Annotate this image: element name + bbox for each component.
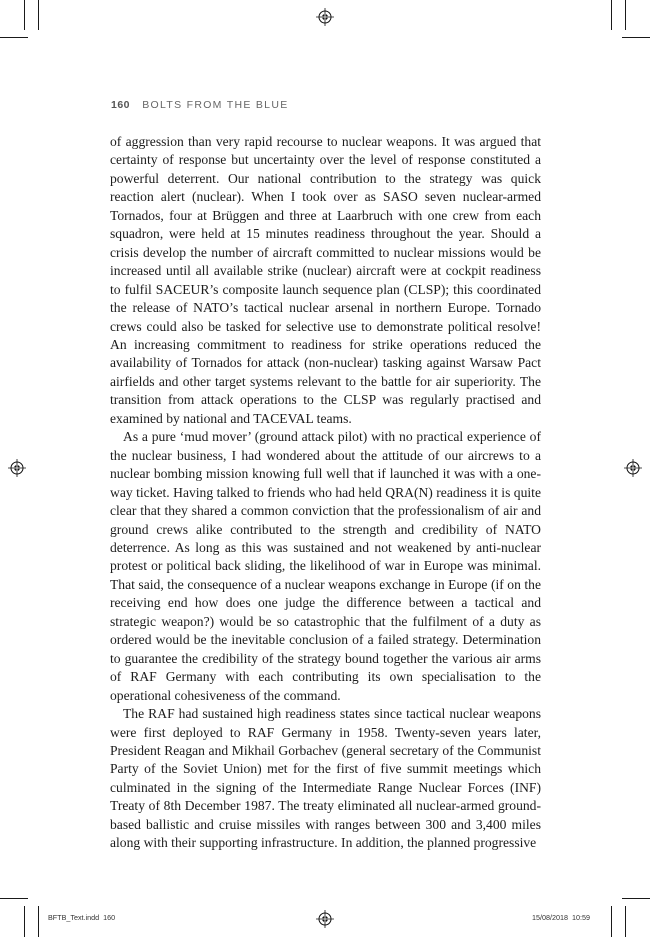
slug-page-number: 160 xyxy=(103,913,116,922)
crop-mark-bottom-right-horizontal xyxy=(622,898,650,899)
slug-date: 15/08/2018 xyxy=(532,913,568,922)
crop-mark-bottom-left-vertical-inner xyxy=(38,906,39,937)
slug-file-info xyxy=(48,913,115,922)
crop-mark-top-right-vertical-inner xyxy=(625,0,626,30)
crop-mark-bottom-left-horizontal xyxy=(0,898,28,899)
crop-mark-bottom-right-vertical xyxy=(611,906,612,937)
body-text xyxy=(110,133,541,853)
page-number: 160 xyxy=(111,99,131,111)
registration-mark-icon xyxy=(316,8,334,26)
paragraph: of aggression than very rapid recourse to nuclear weapons. It was argued that certainty of response but uncertainty over the level of response constituted a powerful deterrent. Our national contribution to the strategy was quick reaction alert (nuclear). When I took over as SASO seven nuclear-armed Tornados, four at Brüggen and three at Laarbruch with one crew from each squadron, were held at 15 minutes readiness throughout the year. Should a crisis develop the number of aircraft committed to nuclear missions would be increased until all available strike (nuclear) aircraft were at cockpit readiness to fulfil SACEUR’s composite launch sequence plan (CLSP); this coordinated the release of NATO’s tactical nuclear arsenal in northern Europe. Tornado crews could also be tasked for selective use to demonstrate political resolve! An increasing commitment to readiness for strike operations reduced the availability of Tornados for attack (non-nuclear) tasking against Warsaw Pact airfields and other target systems relevant to the battle for air superiority. The transition from attack operations to the CLSP was regularly practised and examined by national and TACEVAL teams. xyxy=(110,134,541,426)
crop-mark-bottom-left-vertical xyxy=(24,906,25,937)
crop-mark-top-right-vertical xyxy=(611,0,612,30)
crop-mark-top-left-horizontal xyxy=(0,37,28,38)
crop-mark-top-left-vertical-inner xyxy=(38,0,39,30)
crop-mark-top-left-vertical xyxy=(24,0,25,30)
registration-mark-icon xyxy=(8,459,26,477)
running-head xyxy=(111,99,289,111)
paragraph: As a pure ‘mud mover’ (ground attack pilot) with no practical experience of the nuclear business, I had wondered about the attitude of our aircrews to a nuclear bombing mission knowing full well that if launched it was with a one-way ticket. Having talked to friends who had held QRA(N) readiness it is quite clear that they shared a common conviction that the professionalism of air and ground crews alike contributed to the strength and credibility of NATO deterrence. As long as this was sustained and not weakened by anti-nuclear protest or political back sliding, the likelihood of war in Europe was minimal. That said, the consequence of a nuclear weapons exchange in Europe (if on the receiving end how does one judge the difference between a tactical and strategic weapon?) would be so catastrophic that the fulfilment of a duty as ordered would be the inevitable conclusion of a failed strategy. Determination to guarantee the credibility of the strategy bound together the various air arms of RAF Germany with each contributing its own specialisation to the operational cohesiveness of the command. xyxy=(110,429,541,703)
slug-file-name: BFTB_Text.indd xyxy=(48,913,100,922)
registration-mark-icon xyxy=(624,459,642,477)
paragraph: The RAF had sustained high readiness states since tactical nuclear weapons were first deployed to RAF Germany in 1958. Twenty-seven years later, President Reagan and Mikhail Gorbachev (general secretary of the Communist Party of the Soviet Union) met for the first of five summit meetings which culminated in the signing of the Intermediate Range Nuclear Forces (INF) Treaty of 8th December 1987. The treaty eliminated all nuclear-armed ground-based ballistic and cruise missiles with ranges between 300 and 3,400 miles along with their supporting infrastructure. In addition, the planned progressive xyxy=(110,706,541,851)
crop-mark-bottom-right-vertical-inner xyxy=(625,906,626,937)
registration-mark-icon xyxy=(316,910,334,928)
crop-mark-top-right-horizontal xyxy=(622,37,650,38)
slug-timestamp xyxy=(532,913,590,922)
slug-time: 10:59 xyxy=(571,913,590,922)
book-title: BOLTS FROM THE BLUE xyxy=(142,99,289,111)
